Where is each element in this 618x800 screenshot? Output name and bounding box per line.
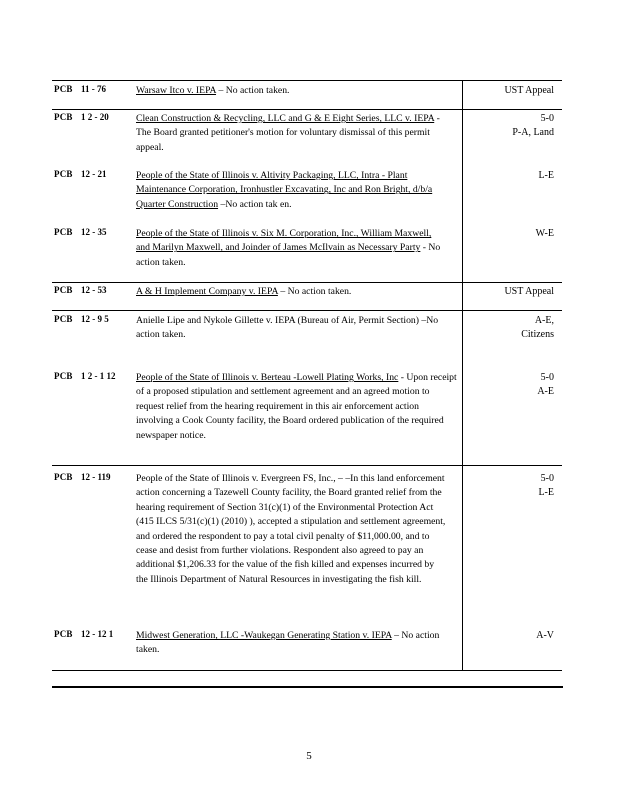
- case-title: People of the State of Illinois v. Altivity Packaging, LLC, Intra - Plant Maintenance Corporation, Ironhustler Excavating, Inc and Ron Bright, d/b/a Quarter Construction: [136, 170, 433, 210]
- page-thick-rule: [52, 686, 563, 688]
- case-title: People of the State of Illinois v. Berteau -Lowell Plating Works, Inc: [136, 372, 399, 383]
- case-action: 5-0 P-A, Land: [512, 113, 554, 138]
- case-prefix: PCB: [54, 112, 73, 122]
- case-description: [136, 169, 446, 212]
- case-disposition: - Upon receipt of a proposed stipulation and settlement agreement and an agreed motion to request relief from the hearing requirement in this air enforcement action involving a Cook County facility, the Board ordered publication of the required newspaper notice.: [136, 372, 457, 441]
- column-divider: [462, 80, 463, 670]
- case-description: [136, 371, 458, 443]
- case-prefix: PCB: [54, 169, 73, 179]
- case-description: [136, 84, 446, 98]
- case-action: A-V: [536, 630, 554, 641]
- case-number: 11 - 76: [81, 84, 107, 94]
- case-disposition: Anielle Lipe and Nykole Gillette v. IEPA (Bureau of Air, Permit Section) –No action taken.: [136, 315, 439, 341]
- case-description: [136, 472, 446, 587]
- case-title: Midwest Generation, LLC -Waukegan Generating Station v. IEPA: [136, 630, 392, 641]
- case-number: 12 - 9 5: [81, 314, 109, 324]
- row-divider: [52, 282, 562, 283]
- case-description: [136, 227, 446, 270]
- case-prefix: PCB: [54, 371, 73, 381]
- case-action: 5-0 A-E: [537, 372, 554, 397]
- case-disposition: – No action taken.: [216, 85, 290, 96]
- row-divider: [52, 109, 562, 110]
- case-prefix: PCB: [54, 629, 73, 639]
- case-number: 1 2 - 20: [81, 112, 109, 122]
- case-prefix: PCB: [54, 314, 73, 324]
- case-disposition: - No action taken.: [136, 242, 441, 268]
- case-title: People of the State of Illinois v. Six M. Corporation, Inc., William Maxwell, and Marilyn Maxwell, and Joinder of James McIlvain as Necessary Party: [136, 228, 432, 254]
- case-action: A-E, Citizens: [521, 315, 554, 340]
- case-title: Clean Construction & Recycling, LLC and G & E Eight Series, LLC v. IEPA: [136, 113, 435, 124]
- case-description: [136, 285, 446, 299]
- row-divider: [52, 310, 562, 311]
- case-action: UST Appeal: [504, 286, 554, 297]
- row-divider: [52, 465, 562, 466]
- page-number: 5: [306, 750, 312, 762]
- case-number: 12 - 35: [81, 227, 107, 237]
- case-number: 12 - 53: [81, 285, 107, 295]
- case-disposition: –No action tak en.: [218, 198, 292, 210]
- case-number: 12 - 21: [81, 169, 107, 179]
- case-prefix: PCB: [54, 472, 73, 482]
- case-description: [136, 314, 446, 343]
- case-title: A & H Implement Company v. IEPA: [136, 286, 278, 297]
- case-title: Warsaw Itco v. IEPA: [136, 85, 217, 96]
- case-prefix: PCB: [54, 227, 73, 237]
- case-action: 5-0 L-E: [538, 473, 554, 498]
- case-prefix: PCB: [54, 285, 73, 295]
- case-disposition: – No action taken.: [136, 630, 440, 656]
- case-action: UST Appeal: [504, 85, 554, 96]
- case-number: 12 - 12 1: [81, 629, 114, 639]
- case-prefix: PCB: [54, 84, 73, 94]
- case-disposition: – No action taken.: [277, 286, 352, 297]
- case-action: W-E: [535, 228, 554, 239]
- case-description: [136, 629, 446, 658]
- case-disposition: People of the State of Illinois v. Evergreen FS, Inc., – –In this land enforcement action concerning a Tazewell County facility, the Board granted relief from the hearing requirement of Section 31(c)(1) of the Environmental Protection Act (415 ILCS 5/31(c)(1) (2010) ), accepted a stipulation and settlement agreement, and ordered the respondent to pay a total civil penalty of $11,000.00, and to cease and desist from further violations. Respondent also agreed to pay an additional $1,206.33 for the value of the fish killed and expenses incurred by the Illinois Department of Natural Resources in investigating the fish kill.: [136, 473, 446, 585]
- case-number: 12 - 119: [81, 472, 111, 482]
- case-description: [136, 112, 446, 155]
- case-disposition: - The Board granted petitioner's motion for voluntary dismissal of this permit appeal.: [136, 113, 440, 153]
- case-action: L-E: [538, 170, 554, 181]
- table-top-rule: [52, 80, 562, 81]
- case-number: 1 2 - 1 12: [81, 371, 116, 381]
- table-bottom-rule: [52, 670, 562, 671]
